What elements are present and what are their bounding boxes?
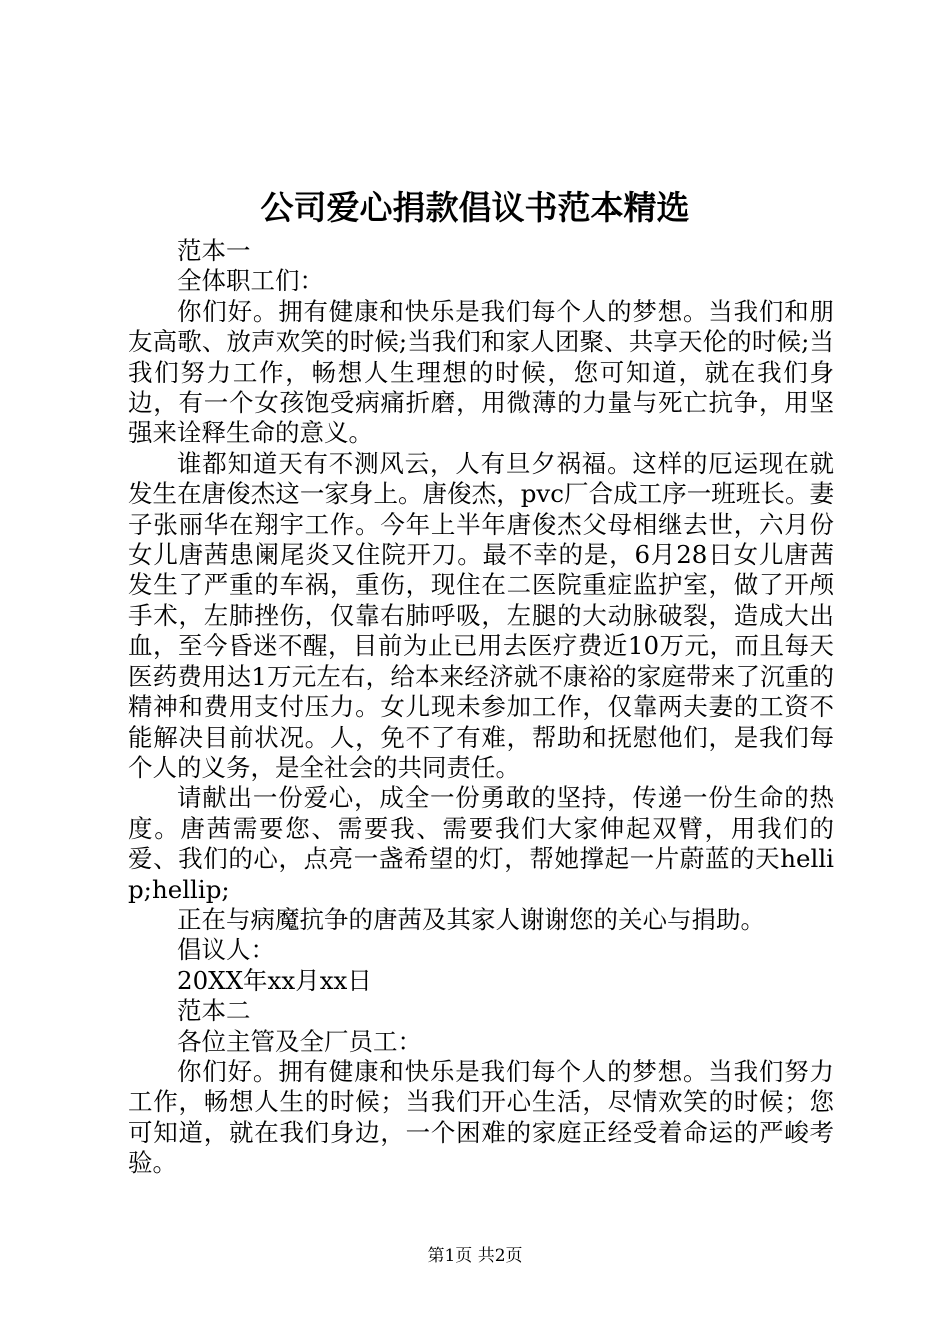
paragraph: 谁都知道天有不测风云，人有旦夕祸福。这样的厄运现在就发生在唐俊杰这一家身上。唐俊杰，pvc厂合成工序一班班长。妻子张丽华在翔宇工作。今年上半年唐俊杰父母相继去世，六月份女儿唐茜患阑尾炎又住院开刀。最不幸的是，6月28日女儿唐茜发生了严重的车祸，重伤，现住在二医院重症监护室，做了开颅手术，左肺挫伤，仅靠右肺呼吸，左腿的大动脉破裂，造成大出血，至今昏迷不醒，目前为止已用去医疗费近10万元，而且每天医药费用达1万元左右，给本来经济就不康裕的家庭带来了沉重的精神和费用支付压力。女儿现未参加工作，仅靠两夫妻的工资不能解决目前状况。人，免不了有难，帮助和抚慰他们，是我们每个人的义务，是全社会的共同责任。 [128, 448, 834, 782]
signature-label: 倡议人： [177, 935, 275, 965]
paragraph: 正在与病魔抗争的唐茜及其家人谢谢您的关心与捐助。 [177, 904, 765, 934]
page-footer [0, 1245, 950, 1267]
document-body [128, 236, 834, 1179]
paragraph: 你们好。拥有健康和快乐是我们每个人的梦想。当我们和朋友高歌、放声欢笑的时候;当我们和家人团聚、共享天伦的时候;当我们努力工作，畅想人生理想的时候，您可知道，就在我们身边，有一个女孩饱受病痛折磨，用微薄的力量与死亡抗争，用坚强来诠释生命的意义。 [128, 296, 834, 448]
section-heading-1: 范本一 [177, 236, 251, 265]
paragraph: 你们好。拥有健康和快乐是我们每个人的梦想。当我们努力工作，畅想人生的时候；当我们开心生活，尽情欢笑的时候；您可知道，就在我们身边，一个困难的家庭正经受着命运的严峻考验。 [128, 1056, 834, 1178]
page-total: 共2页 [477, 1246, 523, 1266]
salutation-1: 全体职工们： [177, 266, 324, 296]
section-heading-2: 范本二 [177, 996, 251, 1026]
page-number: 第1页 [427, 1246, 473, 1266]
paragraph: 请献出一份爱心，成全一份勇敢的坚持，传递一份生命的热度。唐茜需要您、需要我、需要我们大家伸起双臂，用我们的爱、我们的心，点亮一盏希望的灯，帮她撑起一片蔚蓝的天hellip;hellip; [128, 783, 834, 904]
document-title: 公司爱心捐款倡议书范本精选 [260, 188, 690, 227]
salutation-2: 各位主管及全厂员工： [177, 1026, 422, 1056]
date-line: 20XX年xx月xx日 [177, 965, 372, 995]
